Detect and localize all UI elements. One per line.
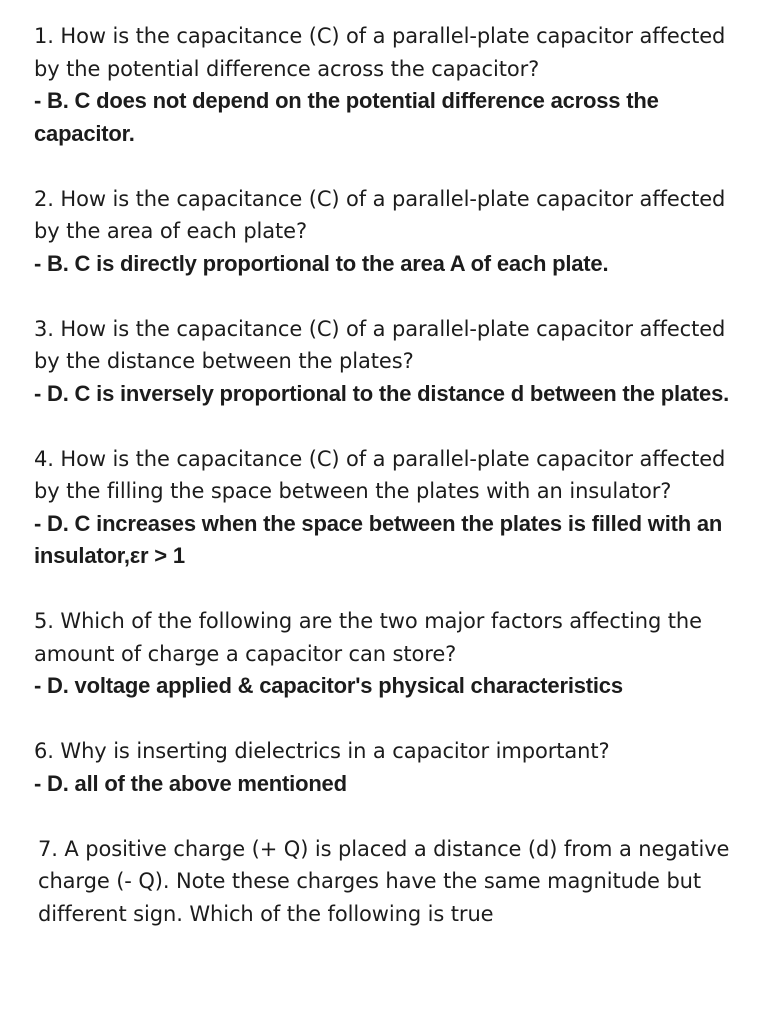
spacer [34,703,738,736]
question-block-5 [34,605,738,703]
spacer [34,410,738,443]
question-text: 7. A positive charge (+ Q) is placed a distance (d) from a negative charge (- Q). Note these charges have the same magnitude but different sign. Which of the following is true [38,836,730,926]
answer-text: - B. C is directly proportional to the area A of each plate. [34,250,609,276]
question-text: 3. How is the capacitance (C) of a parallel-plate capacitor affected by the distance between the plates? [34,316,726,373]
answer-text: - D. C is inversely proportional to the distance d between the plates. [34,380,730,406]
spacer [34,150,738,183]
answer-text: - B. C does not depend on the potential difference across the capacitor. [34,88,659,146]
spacer [34,800,738,833]
question-text: 1. How is the capacitance (C) of a parallel-plate capacitor affected by the potential difference across the capacitor? [34,24,726,81]
answer-text: - D. voltage applied & capacitor's physical characteristics [34,673,623,698]
question-block-7 [34,833,738,931]
answer-text: - D. C increases when the space between the plates is filled with an insulator,εr > 1 [34,510,723,568]
question-block-4 [34,443,738,573]
question-text: 5. Which of the following are the two major factors affecting the amount of charge a capacitor can store? [34,609,702,666]
question-block-3 [34,313,738,411]
answer-text: - D. all of the above mentioned [34,770,347,796]
question-text: 6. Why is inserting dielectrics in a capacitor important? [34,739,610,763]
question-text: 2. How is the capacitance (C) of a parallel-plate capacitor affected by the area of each plate? [34,186,726,243]
spacer [34,573,738,606]
question-text: 4. How is the capacitance (C) of a parallel-plate capacitor affected by the filling the space between the plates with an insulator? [34,446,726,503]
question-block-2 [34,183,738,281]
question-block-1 [34,20,738,150]
spacer [34,280,738,313]
question-block-6 [34,735,738,800]
